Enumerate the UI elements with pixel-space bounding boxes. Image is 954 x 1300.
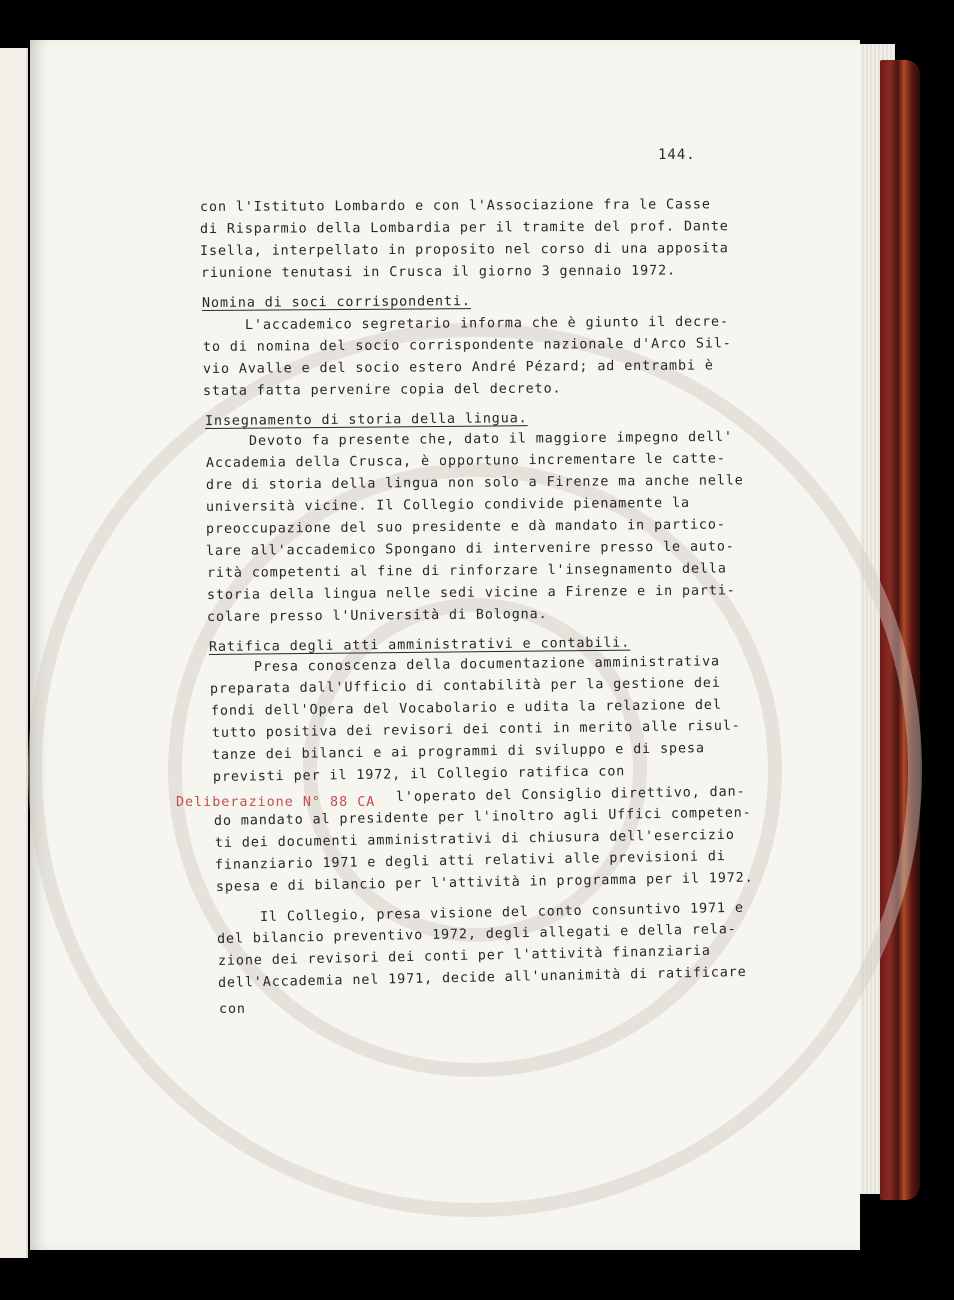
lingua-line: Accademia della Crusca, è opportuno incrementare le catte- xyxy=(205,451,726,471)
lingua-line: università vicine. Il Collegio condivide pienamente la xyxy=(205,495,691,515)
ratifica-line: do mandato al presidente per l'inoltro agli Uffici competen- xyxy=(213,805,752,829)
lingua-line: lare all'accademico Spongano di intervenire presso le auto- xyxy=(205,539,735,559)
final-line: dell'Accademia nel 1971, decide all'unanimità di ratificare xyxy=(217,964,747,991)
left-page-edge xyxy=(0,48,28,1258)
lingua-line: storia della lingua nelle sedi vicine a Firenze e in parti- xyxy=(206,583,736,603)
final-line: Il Collegio, presa visione del conto consuntivo 1971 e xyxy=(259,900,745,925)
intro-line: riunione tenutasi in Crusca il giorno 3 gennaio 1972. xyxy=(200,263,677,281)
final-line: zione dei revisori dei conti per l'attività finanziaria xyxy=(217,943,711,969)
ratifica-line: Presa conoscenza della documentazione amministrativa xyxy=(253,654,721,675)
ratifica-line: preparata dall'Ufficio di contabilità per la gestione dei xyxy=(209,675,721,697)
ratifica-line: ti dei documenti amministrativi di chiusura dell'esercizio xyxy=(214,827,735,851)
soci-line: L'accademico segretario informa che è giunto il decre- xyxy=(244,314,729,333)
intro-line: di Risparmio della Lombardia per il tramite del prof. Dante xyxy=(199,219,729,237)
ratifica-line: fondi dell'Opera del Vocabolario e udita la relazione del xyxy=(210,697,722,719)
section-heading-ratifica: Ratifica degli atti amministrativi e contabili. xyxy=(208,635,631,655)
ratifica-line: tanze dei bilanci e ai programmi di sviluppo e di spesa xyxy=(211,741,705,763)
ratifica-line: previsti per il 1972, il Collegio ratifica con xyxy=(212,764,626,785)
ratifica-line: spesa e di bilancio per l'attività in programma per il 1972. xyxy=(215,870,754,895)
soci-line: vio Avalle e del socio estero André Pézard; ad entrambi è xyxy=(202,358,714,377)
ratifica-line: finanziario 1971 e degli atti relativi alle previsioni di xyxy=(214,849,726,873)
lingua-line: preoccupazione del suo presidente e dà mandato in partico- xyxy=(205,517,726,537)
soci-line: stata fatta pervenire copia del decreto. xyxy=(202,381,562,399)
intro-line: con l'Istituto Lombardo e con l'Associazione fra le Casse xyxy=(199,197,711,215)
book-cover-edge xyxy=(880,60,920,1200)
lingua-line: Devoto fa presente che, dato il maggiore impegno dell' xyxy=(248,429,734,449)
section-heading-soci: Nomina di soci corrispondenti. xyxy=(201,294,471,311)
ratifica-line: tutto positiva dei revisori dei conti in merito alle risul- xyxy=(211,718,741,741)
lingua-line: rità competenti al fine di rinforzare l'insegnamento della xyxy=(206,561,727,581)
final-line: con xyxy=(219,1002,246,1017)
lingua-line: colare presso l'Università di Bologna. xyxy=(206,607,548,625)
final-line: del bilancio preventivo 1972, degli allegati e della rela- xyxy=(216,922,737,947)
lingua-line: dre di storia della lingua non solo a Firenze ma anche nelle xyxy=(205,473,744,493)
ratifica-line: l'operato del Consiglio direttivo, dan- xyxy=(395,784,746,805)
page-number: 144. xyxy=(658,147,696,163)
soci-line: to di nomina del socio corrispondente nazionale d'Arco Sil- xyxy=(202,336,732,355)
deliberation-stamp: Deliberazione N° 88 CA xyxy=(176,795,376,810)
section-heading-lingua: Insegnamento di storia della lingua. xyxy=(204,411,528,429)
intro-line: Isella, interpellato in proposito nel corso di una apposita xyxy=(199,241,729,259)
